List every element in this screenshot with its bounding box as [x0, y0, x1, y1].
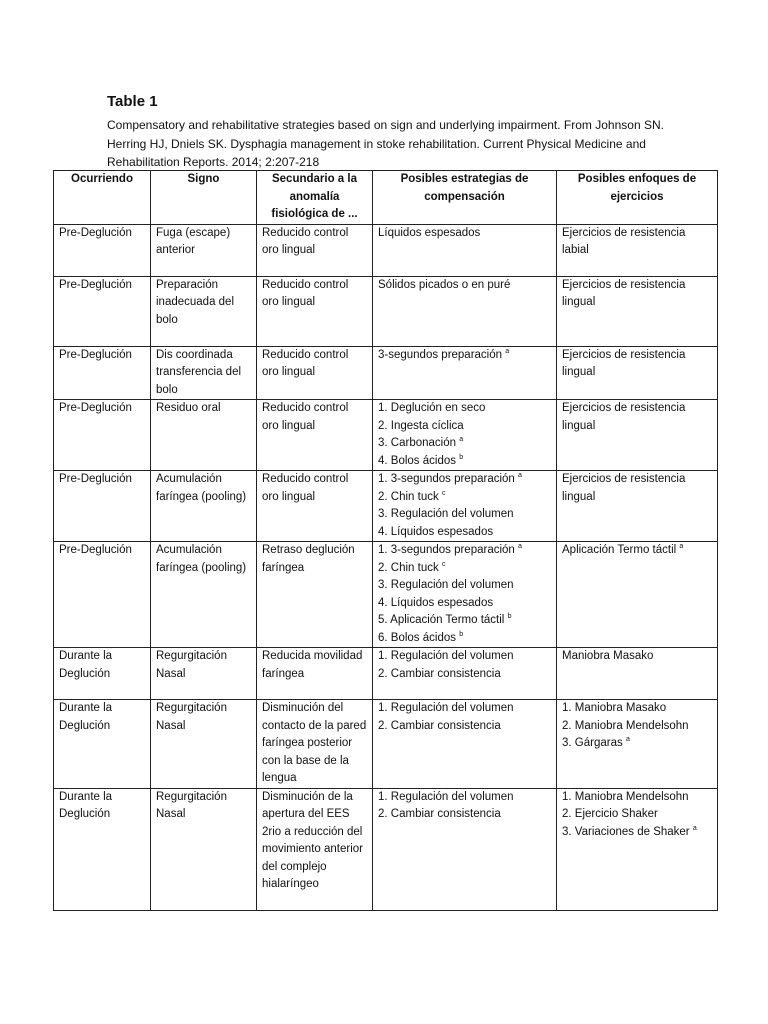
cell-ocurriendo [54, 542, 151, 648]
cell-text: 4. Líquidos espesados [378, 596, 494, 609]
cell-text: Preparación inadecuada del bolo [156, 278, 235, 326]
cell-text: 4. Bolos ácidos [378, 454, 456, 467]
cell-line [156, 400, 251, 418]
footnote-marker: a [459, 436, 464, 444]
cell-ejercicios [557, 224, 718, 276]
footnote-marker: c [441, 560, 446, 568]
cell-line [378, 700, 551, 718]
cell-line [59, 225, 145, 243]
cell-text: 3-segundos preparación [378, 348, 503, 361]
cell-line [156, 225, 251, 260]
cell-secundario [257, 648, 373, 700]
cell-text: 3. Carbonación [378, 437, 456, 449]
cell-ejercicios [557, 648, 718, 700]
cell-estrategias [373, 788, 557, 910]
cell-line [378, 806, 551, 824]
table-row [54, 471, 718, 542]
cell-signo [151, 224, 257, 276]
cell-text: Disminución de la apertura del EES 2rio a reducción del movimiento anterior del complejo hialaríngeo [262, 790, 363, 890]
cell-text: 1. Maniobra Masako [562, 702, 667, 714]
cell-text: 2. Ejercicio Shaker [562, 808, 658, 820]
cell-text: Ejercicios de resistencia lingual [562, 348, 686, 378]
cell-line [378, 612, 551, 630]
cell-line [262, 700, 367, 788]
cell-line [562, 471, 712, 506]
footnote-marker: c [441, 489, 446, 497]
cell-line [262, 789, 367, 894]
cell-text: 1. Regulación del volumen [378, 790, 514, 803]
cell-ejercicios [557, 788, 718, 910]
cell-ocurriendo [54, 400, 151, 471]
footnote-marker: a [625, 736, 630, 744]
cell-line [59, 400, 145, 418]
cell-text: Reducido control oro lingual [262, 473, 349, 503]
cell-line [262, 648, 367, 683]
cell-secundario [257, 471, 373, 542]
cell-signo [151, 542, 257, 648]
cell-text: Dis coordinada transferencia del bolo [156, 348, 242, 396]
cell-text: 3. Regulación del volumen [378, 508, 514, 520]
cell-text: Durante la Deglución [59, 702, 113, 732]
cell-line [562, 648, 712, 666]
cell-text: Pre-Deglución [59, 278, 132, 291]
cell-ocurriendo [54, 700, 151, 789]
table-row [54, 400, 718, 471]
cell-line [378, 435, 551, 453]
cell-line [59, 700, 145, 735]
cell-text: Fuga (escape) anterior [156, 226, 231, 256]
col-header-signo: Signo [151, 171, 257, 225]
cell-signo [151, 346, 257, 400]
cell-text: Reducido control oro lingual [262, 348, 349, 378]
cell-text: 3. Variaciones de Shaker [562, 825, 690, 838]
cell-line [378, 471, 551, 489]
cell-text: 1. Maniobra Mendelsohn [562, 790, 689, 803]
cell-line [59, 648, 145, 683]
footnote-marker: b [459, 630, 464, 638]
col-header-ejercicios: Posibles enfoques de ejercicios [557, 171, 718, 225]
cell-signo [151, 400, 257, 471]
cell-line [378, 542, 551, 560]
cell-estrategias [373, 224, 557, 276]
cell-line [562, 542, 712, 560]
cell-line [262, 471, 367, 506]
cell-line [156, 471, 251, 506]
cell-ejercicios [557, 542, 718, 648]
cell-line [262, 277, 367, 312]
cell-text: Reducido control oro lingual [262, 402, 349, 432]
cell-text: 2. Chin tuck [378, 561, 439, 574]
cell-line [59, 277, 145, 295]
cell-line [262, 400, 367, 435]
cell-line [59, 789, 145, 824]
cell-line [156, 542, 251, 577]
cell-line [378, 648, 551, 666]
footnote-marker: b [507, 613, 512, 621]
cell-text: Pre-Deglución [59, 544, 132, 556]
table-body [54, 224, 718, 910]
cell-line [562, 347, 712, 382]
cell-text: Aplicación Termo táctil [562, 544, 677, 556]
cell-text: 2. Ingesta cíclica [378, 419, 464, 432]
cell-ocurriendo [54, 648, 151, 700]
cell-text: 1. Deglución en seco [378, 402, 486, 414]
cell-text: Acumulación faríngea (pooling) [156, 473, 247, 503]
cell-text: 2. Cambiar consistencia [378, 808, 501, 820]
cell-line [378, 524, 551, 542]
cell-line [156, 700, 251, 735]
cell-line [378, 630, 551, 648]
cell-text: 4. Líquidos espesados [378, 525, 494, 538]
cell-text: 1. Regulación del volumen [378, 650, 514, 662]
cell-estrategias [373, 346, 557, 400]
cell-ejercicios [557, 276, 718, 346]
cell-ocurriendo [54, 471, 151, 542]
cell-line [562, 400, 712, 435]
cell-line [378, 453, 551, 471]
cell-line [59, 347, 145, 365]
cell-line [378, 789, 551, 807]
cell-line [378, 506, 551, 524]
cell-ocurriendo [54, 276, 151, 346]
cell-line [262, 347, 367, 382]
table-row [54, 224, 718, 276]
footnote-marker: a [518, 472, 522, 480]
col-header-estrategias: Posibles estrategias de compensación [373, 171, 557, 225]
cell-text: 1. 3-segundos preparación [378, 473, 515, 485]
cell-text: Ejercicios de resistencia lingual [562, 278, 686, 308]
cell-estrategias [373, 276, 557, 346]
cell-ejercicios [557, 700, 718, 789]
cell-line [156, 277, 251, 330]
table-caption: Compensatory and rehabilitative strategies based on sign and underlying impairment. From Johnson SN. Herring HJ, Dniels SK. Dysphagia management in stoke rehabilitation. Current Physical Medicine and Rehabilitation Reports. 2014; 2:207-218 [107, 118, 664, 169]
cell-line [562, 225, 712, 260]
footnote-marker: b [459, 453, 464, 461]
cell-text: 3. Gárgaras [562, 737, 623, 749]
cell-line [562, 700, 712, 718]
cell-text: Pre-Deglución [59, 402, 132, 414]
table-row [54, 788, 718, 910]
strategies-table [53, 170, 718, 911]
cell-line [378, 577, 551, 595]
cell-line [562, 789, 712, 807]
col-header-ocurriendo: Ocurriendo [54, 171, 151, 225]
cell-signo [151, 471, 257, 542]
cell-text: 5. Aplicación Termo táctil [378, 614, 505, 626]
cell-line [378, 400, 551, 418]
cell-text: Ejercicios de resistencia lingual [562, 473, 686, 503]
cell-line [562, 735, 712, 753]
cell-line [378, 666, 551, 684]
cell-text: Regurgitación Nasal [156, 790, 227, 820]
cell-line [156, 648, 251, 683]
cell-line [562, 277, 712, 312]
cell-line [378, 595, 551, 613]
footnote-marker: a [679, 543, 684, 551]
col-header-secundario: Secundario a la anomalía fisiológica de ... [257, 171, 373, 225]
cell-signo [151, 648, 257, 700]
cell-estrategias [373, 471, 557, 542]
cell-line [378, 347, 551, 365]
cell-text: Pre-Deglución [59, 473, 132, 485]
cell-text: Retraso deglución faríngea [262, 544, 355, 574]
cell-text: Durante la Deglución [59, 650, 113, 680]
cell-ejercicios [557, 400, 718, 471]
cell-line [59, 471, 145, 489]
cell-text: 1. 3-segundos preparación [378, 544, 515, 556]
cell-ejercicios [557, 471, 718, 542]
cell-line [378, 225, 551, 243]
table-row [54, 542, 718, 648]
cell-line [562, 718, 712, 736]
cell-secundario [257, 346, 373, 400]
cell-text: Líquidos espesados [378, 226, 481, 239]
cell-secundario [257, 542, 373, 648]
cell-text: Reducido control oro lingual [262, 278, 349, 308]
cell-ocurriendo [54, 788, 151, 910]
cell-line [562, 806, 712, 824]
cell-text: Disminución del contacto de la pared faríngea posterior con la base de la lengua [262, 702, 367, 784]
table-row [54, 276, 718, 346]
header-row [54, 171, 718, 225]
cell-text: 6. Bolos ácidos [378, 631, 456, 644]
cell-text: Maniobra Masako [562, 650, 654, 662]
cell-text: Durante la Deglución [59, 790, 113, 820]
table-row [54, 346, 718, 400]
cell-secundario [257, 224, 373, 276]
cell-secundario [257, 400, 373, 471]
cell-text: Ejercicios de resistencia labial [562, 226, 686, 256]
cell-ocurriendo [54, 224, 151, 276]
cell-line [378, 418, 551, 436]
table-row [54, 700, 718, 789]
cell-line [562, 824, 712, 842]
cell-text: Pre-Deglución [59, 226, 132, 239]
cell-secundario [257, 276, 373, 346]
cell-text: 1. Regulación del volumen [378, 702, 514, 714]
cell-estrategias [373, 648, 557, 700]
cell-text: Reducido control oro lingual [262, 226, 349, 256]
cell-line [378, 489, 551, 507]
footnote-marker: a [692, 824, 697, 832]
cell-estrategias [373, 400, 557, 471]
cell-ocurriendo [54, 346, 151, 400]
cell-text: Pre-Deglución [59, 348, 132, 361]
cell-line [262, 225, 367, 260]
cell-line [156, 789, 251, 824]
footnote-marker: a [518, 543, 522, 551]
cell-line [156, 347, 251, 400]
cell-text: Ejercicios de resistencia lingual [562, 402, 686, 432]
cell-text: 3. Regulación del volumen [378, 579, 514, 591]
cell-text: 2. Cambiar consistencia [378, 667, 501, 680]
cell-signo [151, 700, 257, 789]
cell-estrategias [373, 542, 557, 648]
cell-line [59, 542, 145, 560]
cell-ejercicios [557, 346, 718, 400]
cell-text: 2. Cambiar consistencia [378, 719, 501, 732]
cell-line [262, 542, 367, 577]
cell-secundario [257, 788, 373, 910]
cell-text: Sólidos picados o en puré [378, 278, 511, 291]
cell-line [378, 718, 551, 736]
cell-text: Reducida movilidad faríngea [262, 650, 363, 680]
table-row [54, 648, 718, 700]
cell-text: 2. Chin tuck [378, 490, 439, 503]
cell-text: Acumulación faríngea (pooling) [156, 544, 247, 574]
cell-signo [151, 276, 257, 346]
cell-line [378, 560, 551, 578]
cell-estrategias [373, 700, 557, 789]
footnote-marker: a [505, 347, 510, 355]
cell-secundario [257, 700, 373, 789]
cell-signo [151, 788, 257, 910]
cell-text: Regurgitación Nasal [156, 702, 227, 732]
cell-text: 2. Maniobra Mendelsohn [562, 719, 689, 732]
cell-text: Residuo oral [156, 402, 221, 414]
cell-text: Regurgitación Nasal [156, 650, 227, 680]
cell-line [378, 277, 551, 295]
table-title: Table 1 [107, 93, 158, 110]
